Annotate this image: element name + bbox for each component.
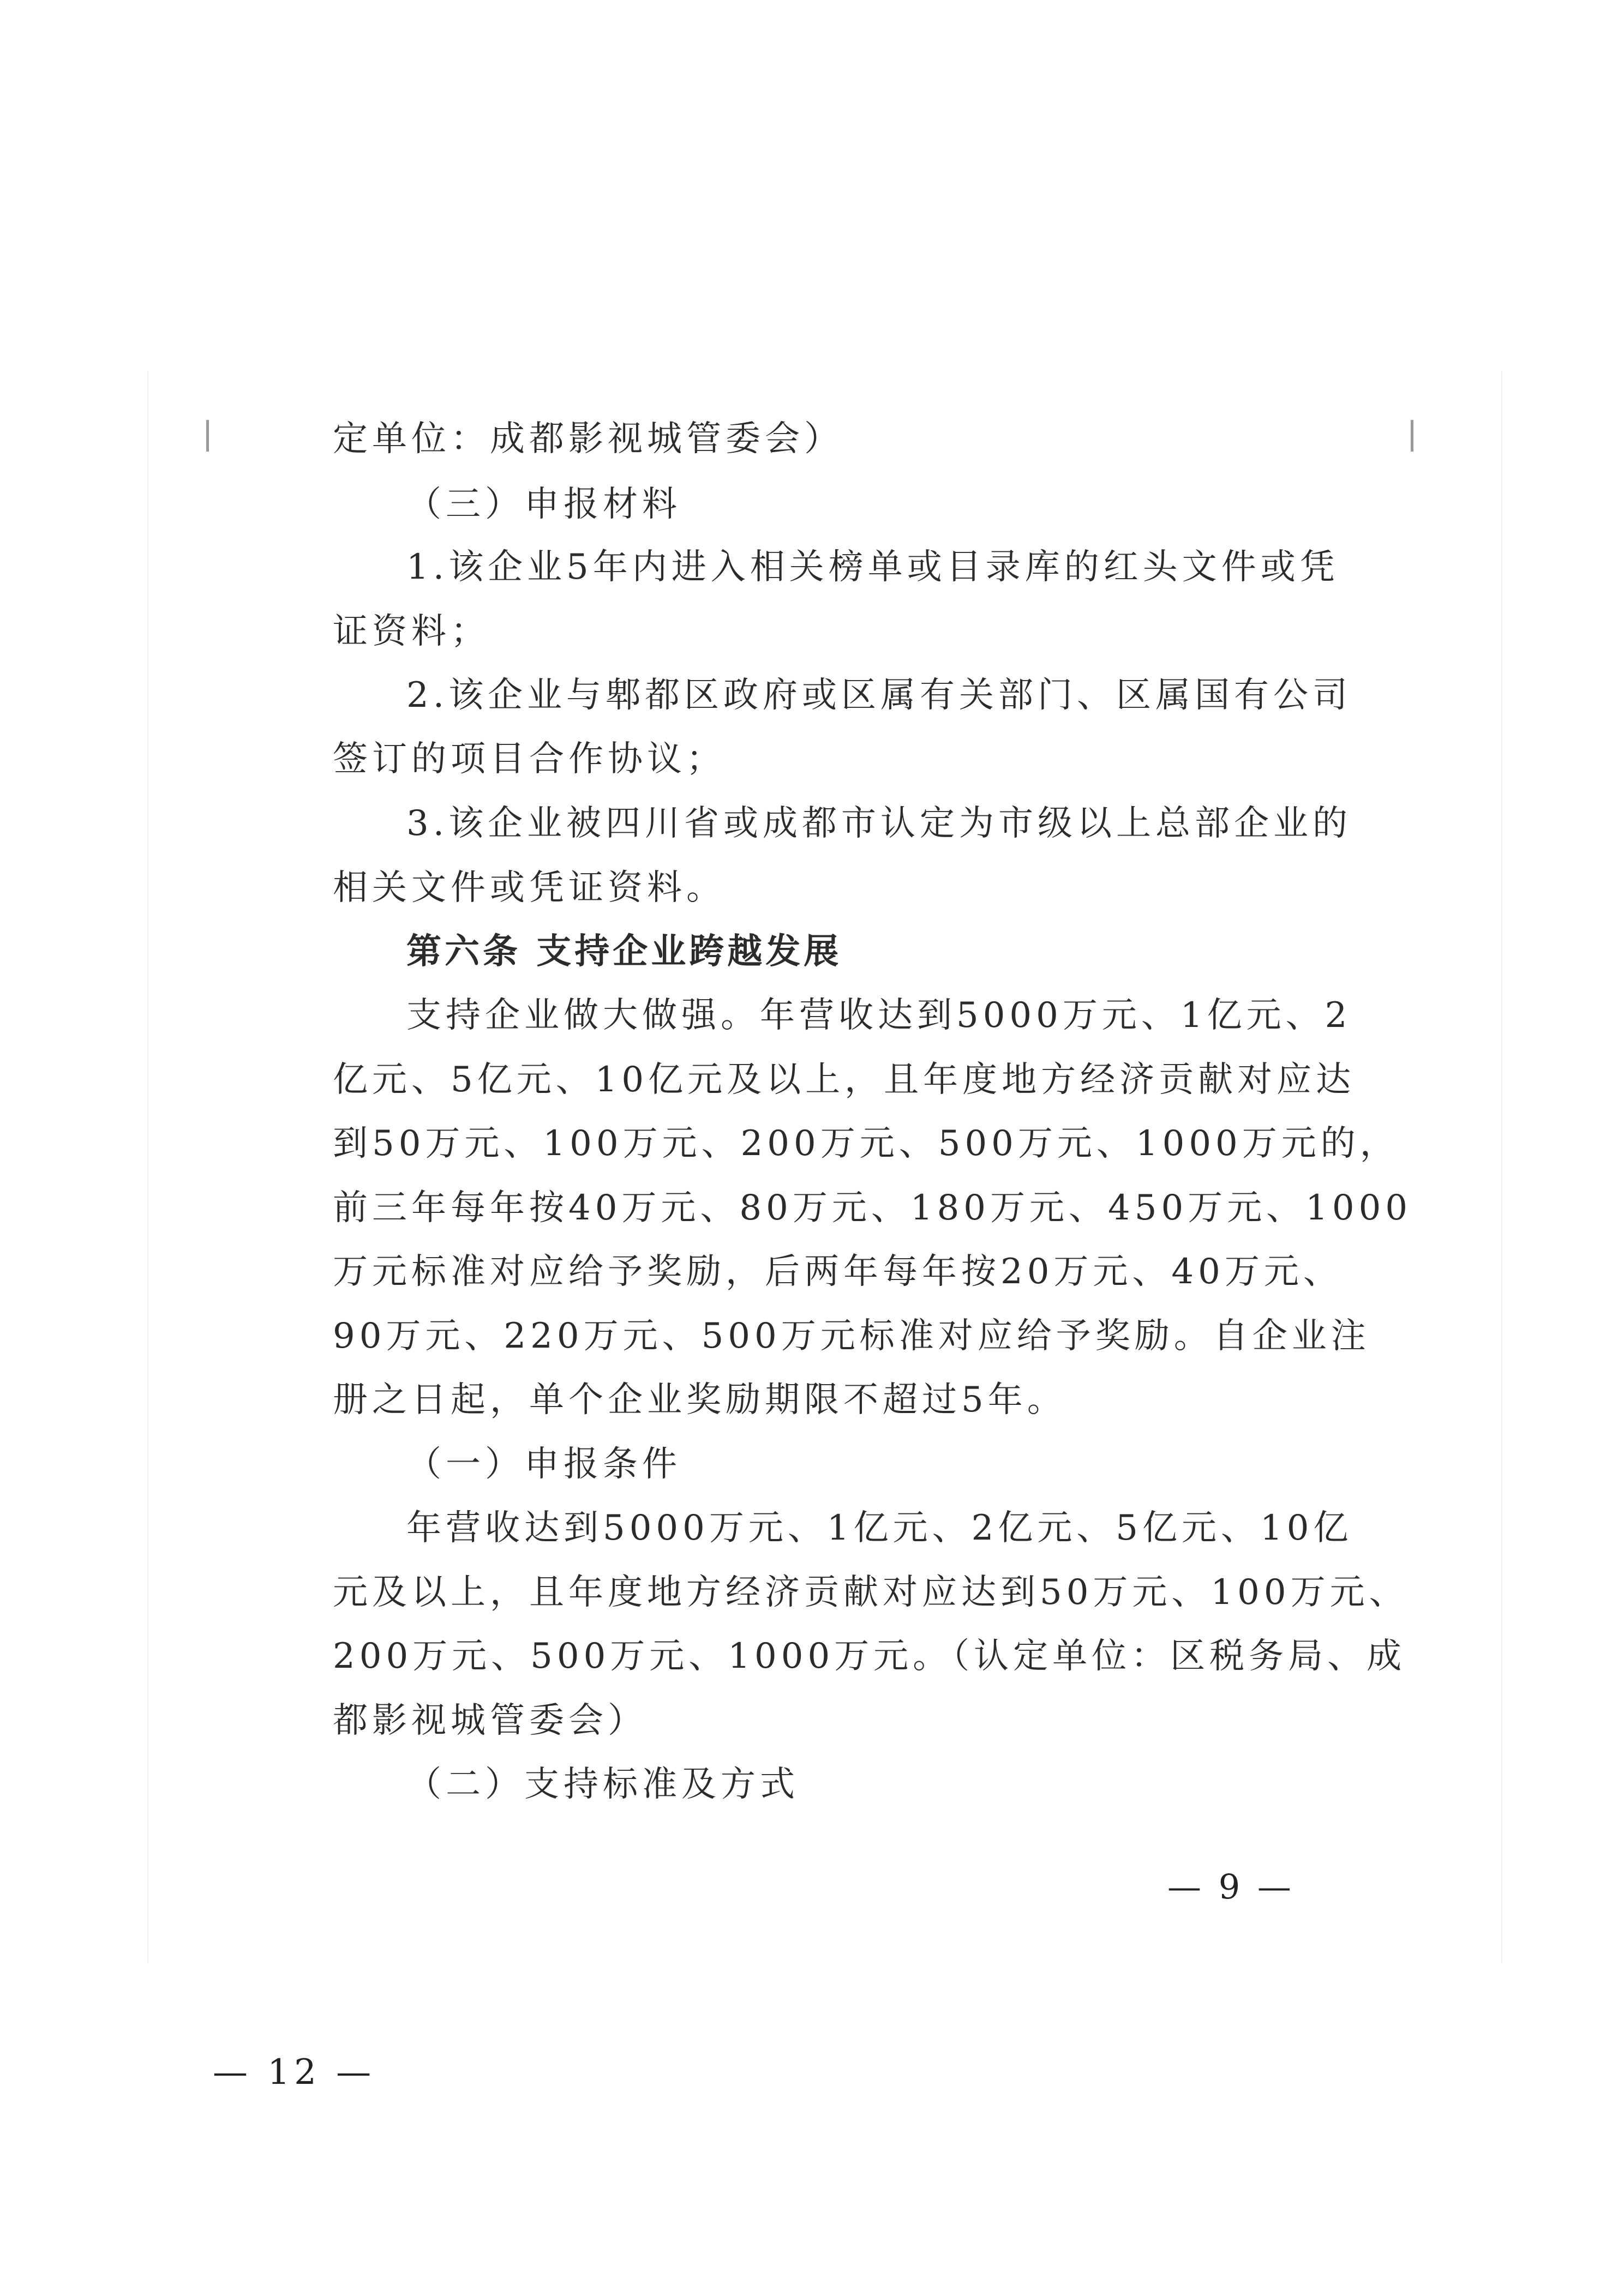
section-title-materials: （三）申报材料 [406, 484, 681, 525]
right-margin-mark [1411, 420, 1413, 452]
text-line-20: 200万元、500万元、1000万元。（认定单位：区税务局、成 [333, 1636, 1406, 1676]
text-line-04: 证资料； [333, 611, 490, 652]
text-line-03: 1.该企业5年内进入相关榜单或目录库的红头文件或凭 [406, 547, 1339, 587]
inner-page-number: — 9 — [1167, 1867, 1295, 1907]
article-six-heading: 第六条 支持企业跨越发展 [406, 931, 842, 972]
text-line-18: 年营收达到5000万元、1亿元、2亿元、5亿元、10亿 [406, 1508, 1353, 1548]
text-line-11: 亿元、5亿元、10亿元及以上，且年度地方经济贡献对应达 [333, 1060, 1356, 1100]
section-title-standards: （二）支持标准及方式 [406, 1764, 799, 1805]
section-title-conditions: （一）申报条件 [406, 1444, 681, 1484]
text-line-19: 元及以上，且年度地方经济贡献对应达到50万元、100万元、 [333, 1572, 1409, 1613]
text-line-01: 定单位：成都影视城管委会） [333, 419, 843, 459]
text-line-16: 册之日起，单个企业奖励期限不超过5年。 [333, 1380, 1066, 1420]
text-line-21: 都影视城管委会） [333, 1700, 647, 1741]
text-line-05: 2.该企业与郫都区政府或区属有关部门、区属国有公司 [406, 675, 1352, 716]
text-line-13: 前三年每年按40万元、80万元、180万元、450万元、1000 [333, 1188, 1412, 1228]
text-line-06: 签订的项目合作协议； [333, 739, 726, 779]
text-line-14: 万元标准对应给予奖励，后两年每年按20万元、40万元、 [333, 1252, 1343, 1292]
text-line-08: 相关文件或凭证资料。 [333, 868, 726, 908]
text-line-15: 90万元、220万元、500万元标准对应给予奖励。自企业注 [333, 1316, 1370, 1356]
text-line-10: 支持企业做大做强。年营收达到5000万元、1亿元、2 [406, 995, 1352, 1036]
outer-page-number: — 12 — [213, 2052, 376, 2093]
text-line-07: 3.该企业被四川省或成都市认定为市级以上总部企业的 [406, 803, 1352, 844]
text-line-12: 到50万元、100万元、200万元、500万元、1000万元的， [333, 1123, 1399, 1164]
left-margin-mark [206, 420, 209, 452]
